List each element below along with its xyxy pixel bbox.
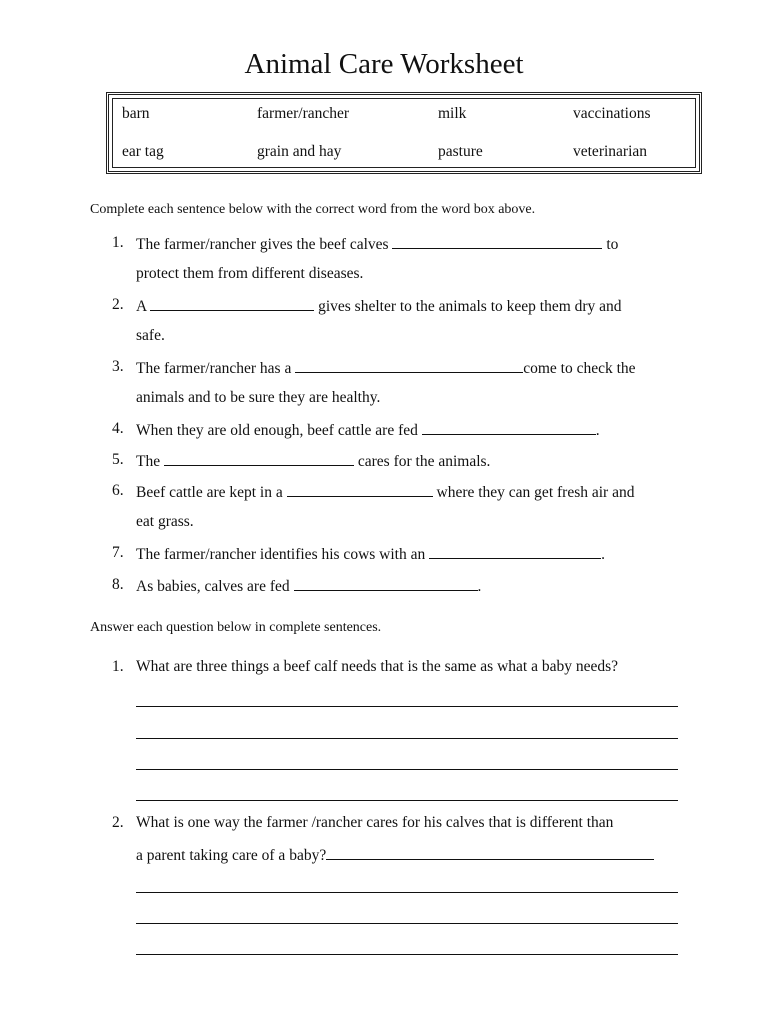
question-text: a parent taking care of a baby? — [136, 847, 327, 864]
answer-blank[interactable] — [429, 544, 601, 559]
fill-in-question-8 — [136, 576, 481, 596]
question-continuation: eat grass. — [136, 513, 194, 530]
question-text: gives shelter to the animals to keep them dry and — [318, 298, 622, 315]
question-text: where they can get fresh air and — [436, 484, 635, 501]
fill-in-question-5 — [136, 451, 490, 471]
word-pasture: pasture — [438, 143, 483, 160]
question-number: 2. — [112, 814, 124, 831]
question-number: 3. — [112, 358, 124, 375]
open-question-2-continuation — [136, 845, 654, 865]
answer-blank[interactable] — [295, 358, 523, 373]
question-continuation: protect them from different diseases. — [136, 265, 364, 282]
word-grain-and-hay: grain and hay — [257, 143, 342, 160]
answer-blank[interactable] — [294, 576, 478, 591]
question-number: 7. — [112, 544, 124, 561]
word-veterinarian: veterinarian — [573, 143, 648, 160]
question-text: to — [606, 236, 619, 253]
answer-line[interactable] — [136, 923, 678, 924]
fill-in-question-3 — [136, 358, 636, 378]
fill-in-question-4 — [136, 420, 600, 440]
question-text: The — [136, 453, 161, 470]
answer-blank[interactable] — [287, 482, 433, 497]
question-text: The farmer/rancher has a — [136, 360, 292, 377]
answer-blank[interactable] — [326, 845, 654, 860]
question-text: . — [477, 578, 482, 595]
question-number: 5. — [112, 451, 124, 468]
question-text: A — [136, 298, 147, 315]
answer-line[interactable] — [136, 954, 678, 955]
question-text: The farmer/rancher identifies his cows with an — [136, 546, 426, 563]
fill-in-question-2 — [136, 296, 622, 316]
answer-blank[interactable] — [150, 296, 314, 311]
question-text: . — [601, 546, 605, 563]
answer-line[interactable] — [136, 892, 678, 893]
answer-blank[interactable] — [392, 234, 602, 249]
fill-in-question-6 — [136, 482, 634, 502]
word-barn: barn — [122, 105, 150, 122]
word-ear-tag: ear tag — [122, 143, 164, 160]
word-vaccinations: vaccinations — [573, 105, 651, 122]
question-text: As babies, calves are fed — [136, 578, 290, 595]
question-continuation: animals and to be sure they are healthy. — [136, 389, 381, 406]
answer-line[interactable] — [136, 769, 678, 770]
question-text: Beef cattle are kept in a — [136, 484, 283, 501]
open-question-1: What are three things a beef calf needs that is the same as what a baby needs? — [136, 658, 619, 675]
question-number: 1. — [112, 234, 124, 251]
question-text: . — [595, 422, 600, 439]
question-number: 1. — [112, 658, 124, 675]
question-text: cares for the animals. — [357, 453, 491, 470]
answer-blank[interactable] — [164, 451, 354, 466]
question-continuation: safe. — [136, 327, 165, 344]
fill-in-question-1 — [136, 234, 618, 254]
answer-line[interactable] — [136, 706, 678, 707]
answer-line[interactable] — [136, 738, 678, 739]
question-text: come to check the — [523, 360, 636, 377]
question-number: 8. — [112, 576, 124, 593]
question-text: When they are old enough, beef cattle are fed — [136, 422, 418, 439]
answer-blank[interactable] — [422, 420, 596, 435]
word-milk: milk — [438, 105, 467, 122]
fill-in-question-7 — [136, 544, 605, 564]
answer-line[interactable] — [136, 800, 678, 801]
question-text: The farmer/rancher gives the beef calves — [136, 236, 389, 253]
open-question-2: What is one way the farmer /rancher cares for his calves that is different than — [136, 814, 614, 831]
question-number: 2. — [112, 296, 124, 313]
section2-instruction: Answer each question below in complete sentences. — [90, 620, 382, 635]
worksheet-title: Animal Care Worksheet — [244, 48, 524, 80]
section1-instruction: Complete each sentence below with the correct word from the word box above. — [90, 202, 536, 217]
word-farmer-rancher: farmer/rancher — [257, 105, 350, 122]
question-number: 6. — [112, 482, 124, 499]
question-number: 4. — [112, 420, 124, 437]
